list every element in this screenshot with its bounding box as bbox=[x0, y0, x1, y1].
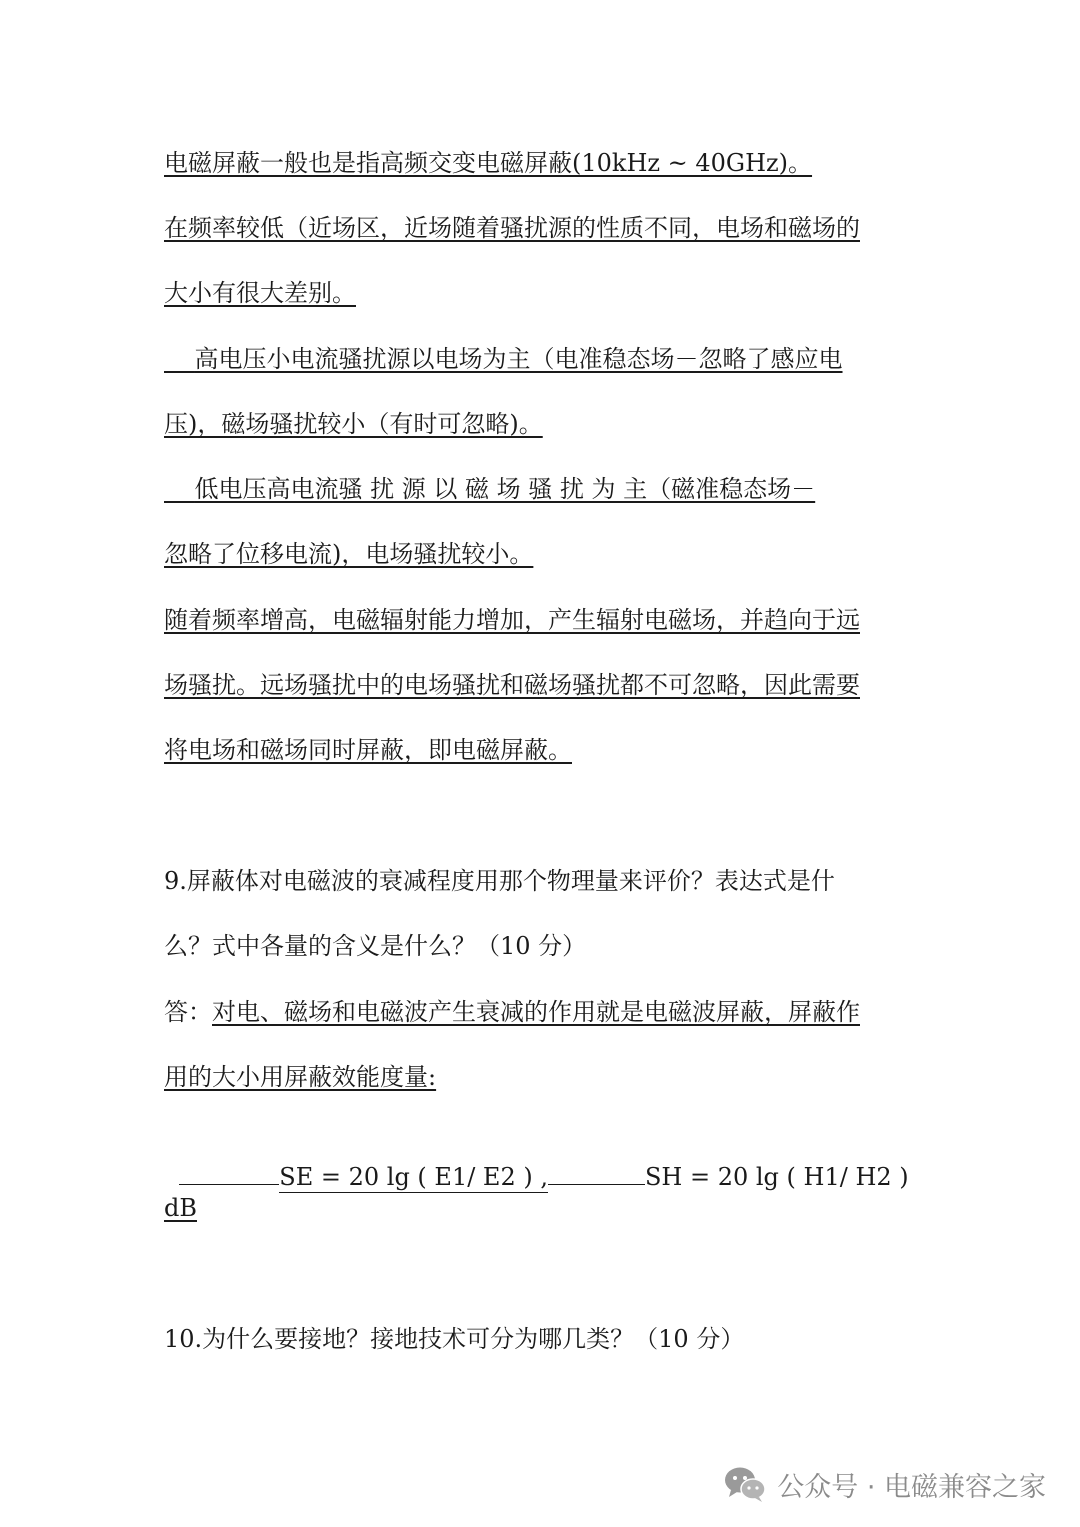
text-line bbox=[164, 472, 815, 506]
text-line bbox=[164, 603, 860, 637]
unit-text: dB bbox=[164, 1194, 197, 1222]
underlined-text: 随着频率增高，电磁辐射能力增加，产生辐射电磁场，并趋向于远 bbox=[164, 606, 860, 634]
question-9-line: 9.屏蔽体对电磁波的衰减程度用那个物理量来评价？表达式是什 bbox=[164, 867, 835, 895]
underlined-text: 对电、磁场和电磁波产生衰减的作用就是电磁波屏蔽，屏蔽作 bbox=[212, 998, 860, 1026]
underlined-text: 电磁屏蔽一般也是指高频交变电磁屏蔽(10kHz ~ 40GHz)。 bbox=[164, 149, 813, 177]
formula-unit-line bbox=[164, 1191, 197, 1225]
text-line bbox=[164, 342, 843, 376]
answer-line bbox=[164, 995, 860, 1029]
text-line bbox=[164, 733, 572, 767]
indent-spacer bbox=[164, 475, 195, 503]
underlined-text: 高电压小电流骚扰源以电场为主（电准稳态场－忽略了感应电 bbox=[194, 345, 843, 373]
underlined-text: 压)，磁场骚扰较小（有时可忽略)。 bbox=[164, 410, 543, 438]
watermark-label: 公众号 · 电磁兼容之家 bbox=[777, 1471, 1046, 1503]
answer-prefix: 答： bbox=[164, 998, 212, 1026]
question-9-line: 么？式中各量的含义是什么？（10 分） bbox=[164, 932, 587, 960]
formula-sh: SH = 20 lg ( H1/ H2 ) bbox=[644, 1163, 909, 1191]
formula-line bbox=[164, 1126, 926, 1194]
blank-underline bbox=[179, 1184, 279, 1185]
answer-line bbox=[164, 1060, 436, 1094]
underlined-text: 用的大小用屏蔽效能度量: bbox=[164, 1063, 437, 1091]
question-10-line: 10.为什么要接地？接地技术可分为哪几类？（10 分） bbox=[164, 1325, 745, 1353]
underlined-text: 在频率较低（近场区，近场随着骚扰源的性质不同，电场和磁场的 bbox=[164, 214, 860, 242]
underlined-text: 忽略了位移电流)，电场骚扰较小。 bbox=[164, 540, 534, 568]
underlined-text: 低电压高电流骚 扰 源 以 磁 场 骚 扰 为 主（磁准稳态场－ bbox=[194, 475, 816, 503]
text-line bbox=[164, 407, 543, 441]
text-line bbox=[164, 668, 860, 702]
text-line bbox=[164, 276, 356, 310]
text-line bbox=[164, 211, 860, 245]
formula-se: SE = 20 lg ( E1/ E2 ) , bbox=[279, 1163, 548, 1191]
underlined-text: 将电场和磁场同时屏蔽，即电磁屏蔽。 bbox=[164, 736, 572, 764]
text-line bbox=[164, 146, 812, 180]
indent-spacer bbox=[164, 345, 195, 373]
underlined-text: 场骚扰。远场骚扰中的电场骚扰和磁场骚扰都不可忽略，因此需要 bbox=[164, 671, 860, 699]
underlined-text: 大小有很大差别。 bbox=[164, 279, 356, 307]
blank-underline bbox=[548, 1184, 645, 1185]
watermark bbox=[723, 1462, 1046, 1506]
wechat-icon bbox=[723, 1464, 767, 1504]
text-line bbox=[164, 537, 533, 571]
